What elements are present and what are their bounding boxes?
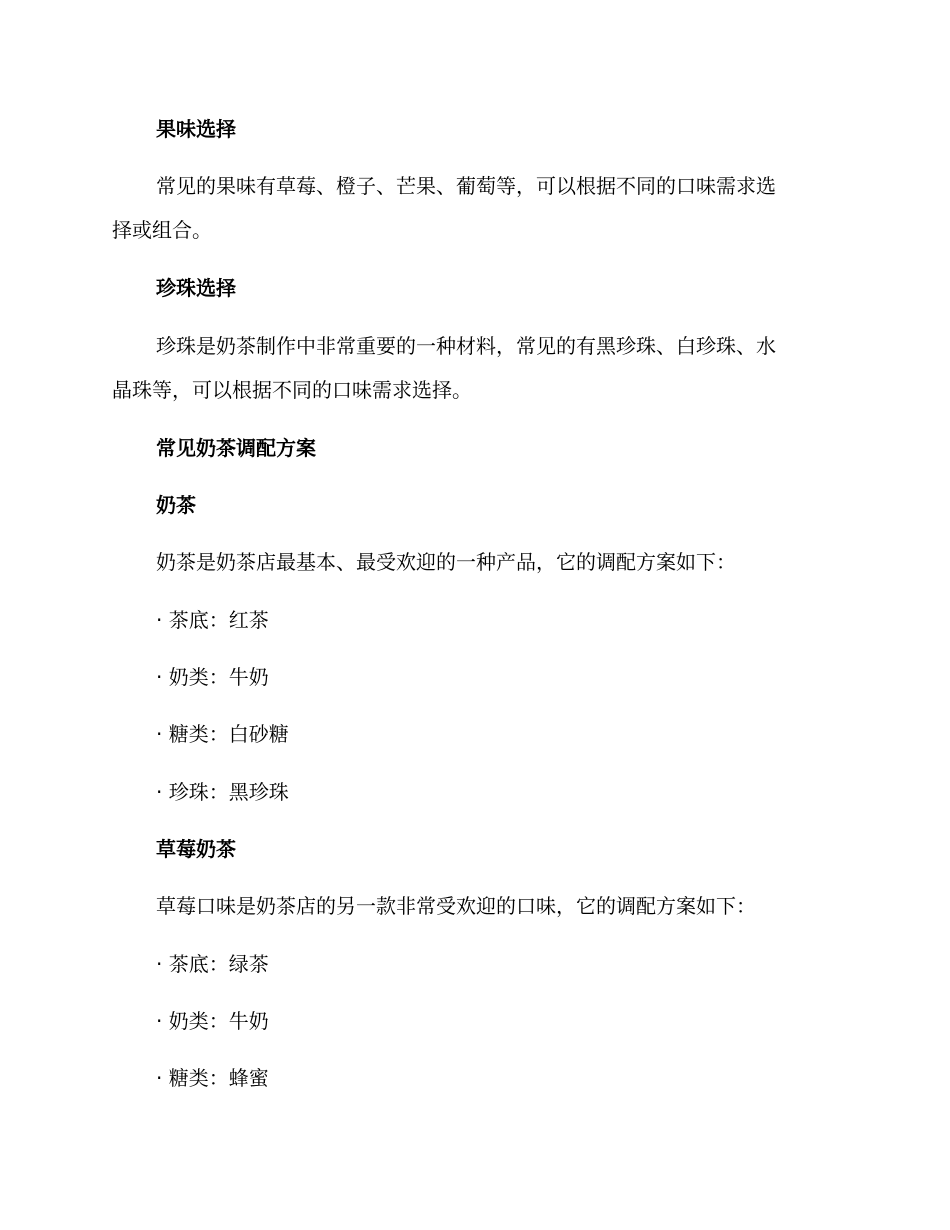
milk-tea-item-pearl: · 珍珠：黑珍珠 (156, 780, 289, 804)
pearl-paragraph-line-2: 晶珠等，可以根据不同的口味需求选择。 (112, 378, 472, 402)
pearl-paragraph-line-1: 珍珠是奶茶制作中非常重要的一种材料，常见的有黑珍珠、白珍珠、水 (156, 334, 776, 358)
recipes-heading: 常见奶茶调配方案 (156, 436, 316, 460)
strawberry-item-sugar: · 糖类：蜂蜜 (156, 1066, 269, 1090)
fruit-paragraph-line-2: 择或组合。 (112, 218, 212, 242)
strawberry-item-tea-base: · 茶底：绿茶 (156, 952, 269, 976)
milk-tea-item-milk: · 奶类：牛奶 (156, 665, 269, 689)
fruit-heading: 果味选择 (156, 117, 236, 141)
strawberry-item-milk: · 奶类：牛奶 (156, 1009, 269, 1033)
pearl-heading: 珍珠选择 (156, 276, 236, 300)
strawberry-intro: 草莓口味是奶茶店的另一款非常受欢迎的口味，它的调配方案如下： (156, 894, 756, 918)
milk-tea-intro: 奶茶是奶茶店最基本、最受欢迎的一种产品，它的调配方案如下： (156, 550, 736, 574)
strawberry-heading: 草莓奶茶 (156, 837, 236, 861)
fruit-paragraph-line-1: 常见的果味有草莓、橙子、芒果、葡萄等，可以根据不同的口味需求选 (156, 174, 776, 198)
milk-tea-item-sugar: · 糖类：白砂糖 (156, 722, 289, 746)
milk-tea-item-tea-base: · 茶底：红茶 (156, 608, 269, 632)
milk-tea-heading: 奶茶 (156, 493, 196, 517)
